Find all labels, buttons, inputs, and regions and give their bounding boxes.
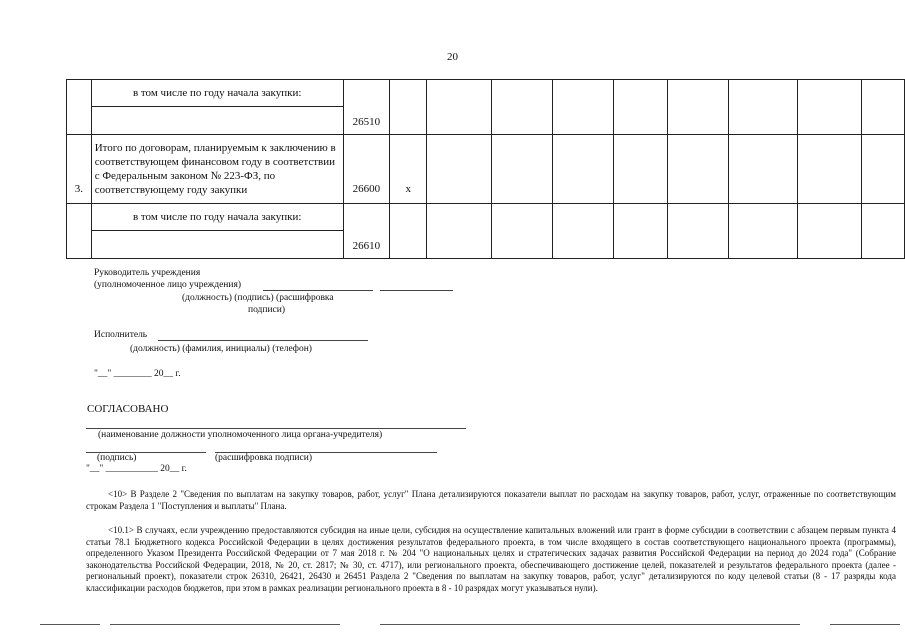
table-cell (797, 204, 862, 259)
head-caption: (должность) (подпись) (расшифровка (182, 293, 334, 303)
head-authorized: (уполномоченное лицо учреждения) (94, 280, 241, 290)
table-cell (492, 204, 553, 259)
date-line-2: "__" ___________ 20__ г. (86, 464, 187, 474)
table-cell (91, 204, 343, 259)
date-line: "__" ________ 20__ г. (94, 369, 181, 379)
footnote-10-1-text: <10.1> В случаях, если учреждению предоставляются субсидия на иные цели, субсидия на осуществление капитальных вложений или грант в форме субсидии в соответствии с абзацем первым пункта 4 статьи 78.1 Бюджетного кодекса Российской Федерации в целях достижения результатов федерального проекта, в том числе входящего в состав соответствующего национального проекта (программы), определенного Указом Президента Российской Федерации от 7 мая 2018 г. № 204 "О национальных целях и стратегических задачах развития Российской Федерации на период до 2024 года" (Собрание законодательства Российской Федерации, 2018, № 20, ст. 2817; № 30, ст. 4717), или регионального проекта, обеспечивающего достижение целей, показателей и результатов федерального проекта (далее - региональный проект), показатели строк 26310, 26421, 26430 и 26451 Раздела 2 "Сведения по выплатам на закупку товаров, работ, услуг" детализируются по коду целевой статьи (8 - 17 разряды кода классификации расходов бюджетов, при этом в рамках реализации регионального проекта в 8 - 10 разрядах могут указываться нули). (86, 525, 896, 593)
table-cell (492, 80, 553, 135)
footnote-10-1 (86, 525, 896, 594)
blank-entry (92, 231, 343, 258)
blank-entry (92, 107, 343, 134)
table-cell (614, 80, 668, 135)
table-cell (668, 80, 729, 135)
table-cell (67, 80, 92, 135)
table-cell (797, 135, 862, 204)
sign-caption: (подпись) (97, 453, 137, 463)
executor-label: Исполнитель (94, 330, 148, 340)
table-cell (427, 80, 492, 135)
executor-caption: (должность) (фамилия, инициалы) (телефон) (130, 344, 312, 354)
page-rule (110, 624, 340, 625)
table-cell (427, 135, 492, 204)
table-cell (91, 80, 343, 135)
row-code: 26610 (343, 204, 389, 259)
signature-line (86, 428, 466, 429)
row-code: 26510 (343, 80, 389, 135)
table-cell (390, 204, 427, 259)
agreed-caption: (наименование должности уполномоченного лица органа-учредителя) (98, 430, 383, 440)
table-cell (614, 204, 668, 259)
table-row (67, 80, 905, 135)
subheading-year-start: в том числе по году начала закупки: (92, 80, 343, 107)
table-cell (427, 204, 492, 259)
page-rule (830, 624, 900, 625)
table-cell (729, 204, 797, 259)
row-description: Итого по договорам, планируемым к заключению в соответствующем финансовом году в соответствии с Федеральным законом № 223-ФЗ, по соответствующему году закупки (91, 135, 343, 204)
page-number: 20 (447, 51, 458, 63)
row-mark: х (390, 135, 427, 204)
row-number: 3. (67, 135, 92, 204)
table-cell (797, 80, 862, 135)
agreed-heading: СОГЛАСОВАНО (87, 403, 169, 415)
footnote-10 (86, 489, 896, 512)
table-cell (553, 204, 614, 259)
table-cell (492, 135, 553, 204)
table-cell (729, 80, 797, 135)
table-cell (390, 80, 427, 135)
payments-table (66, 79, 905, 259)
table-cell (668, 135, 729, 204)
page-rule (40, 624, 100, 625)
subheading-year-start: в том числе по году начала закупки: (92, 204, 343, 231)
footnote-10-text: <10> В Разделе 2 "Сведения по выплатам на закупку товаров, работ, услуг" Плана детализируются показатели выплат по расходам на закупку товаров, работ, услуг, отраженные по соответствующим строкам Раздела 1 "Поступления и выплаты" Плана. (86, 489, 896, 511)
table-cell (67, 204, 92, 259)
decode-caption: (расшифровка подписи) (215, 453, 312, 463)
table-cell (614, 135, 668, 204)
row-code: 26600 (343, 135, 389, 204)
table-cell (553, 80, 614, 135)
signature-line (263, 290, 373, 291)
table-cell (862, 80, 905, 135)
signature-line (380, 290, 453, 291)
head-caption-2: подписи) (248, 305, 286, 315)
table-cell (668, 204, 729, 259)
table-cell (862, 135, 905, 204)
table-cell (553, 135, 614, 204)
head-title: Руководитель учреждения (94, 268, 201, 278)
table-row (67, 135, 905, 204)
signature-line (158, 340, 368, 341)
table-cell (862, 204, 905, 259)
table-row (67, 204, 905, 259)
table-cell (729, 135, 797, 204)
page-rule (380, 624, 800, 625)
